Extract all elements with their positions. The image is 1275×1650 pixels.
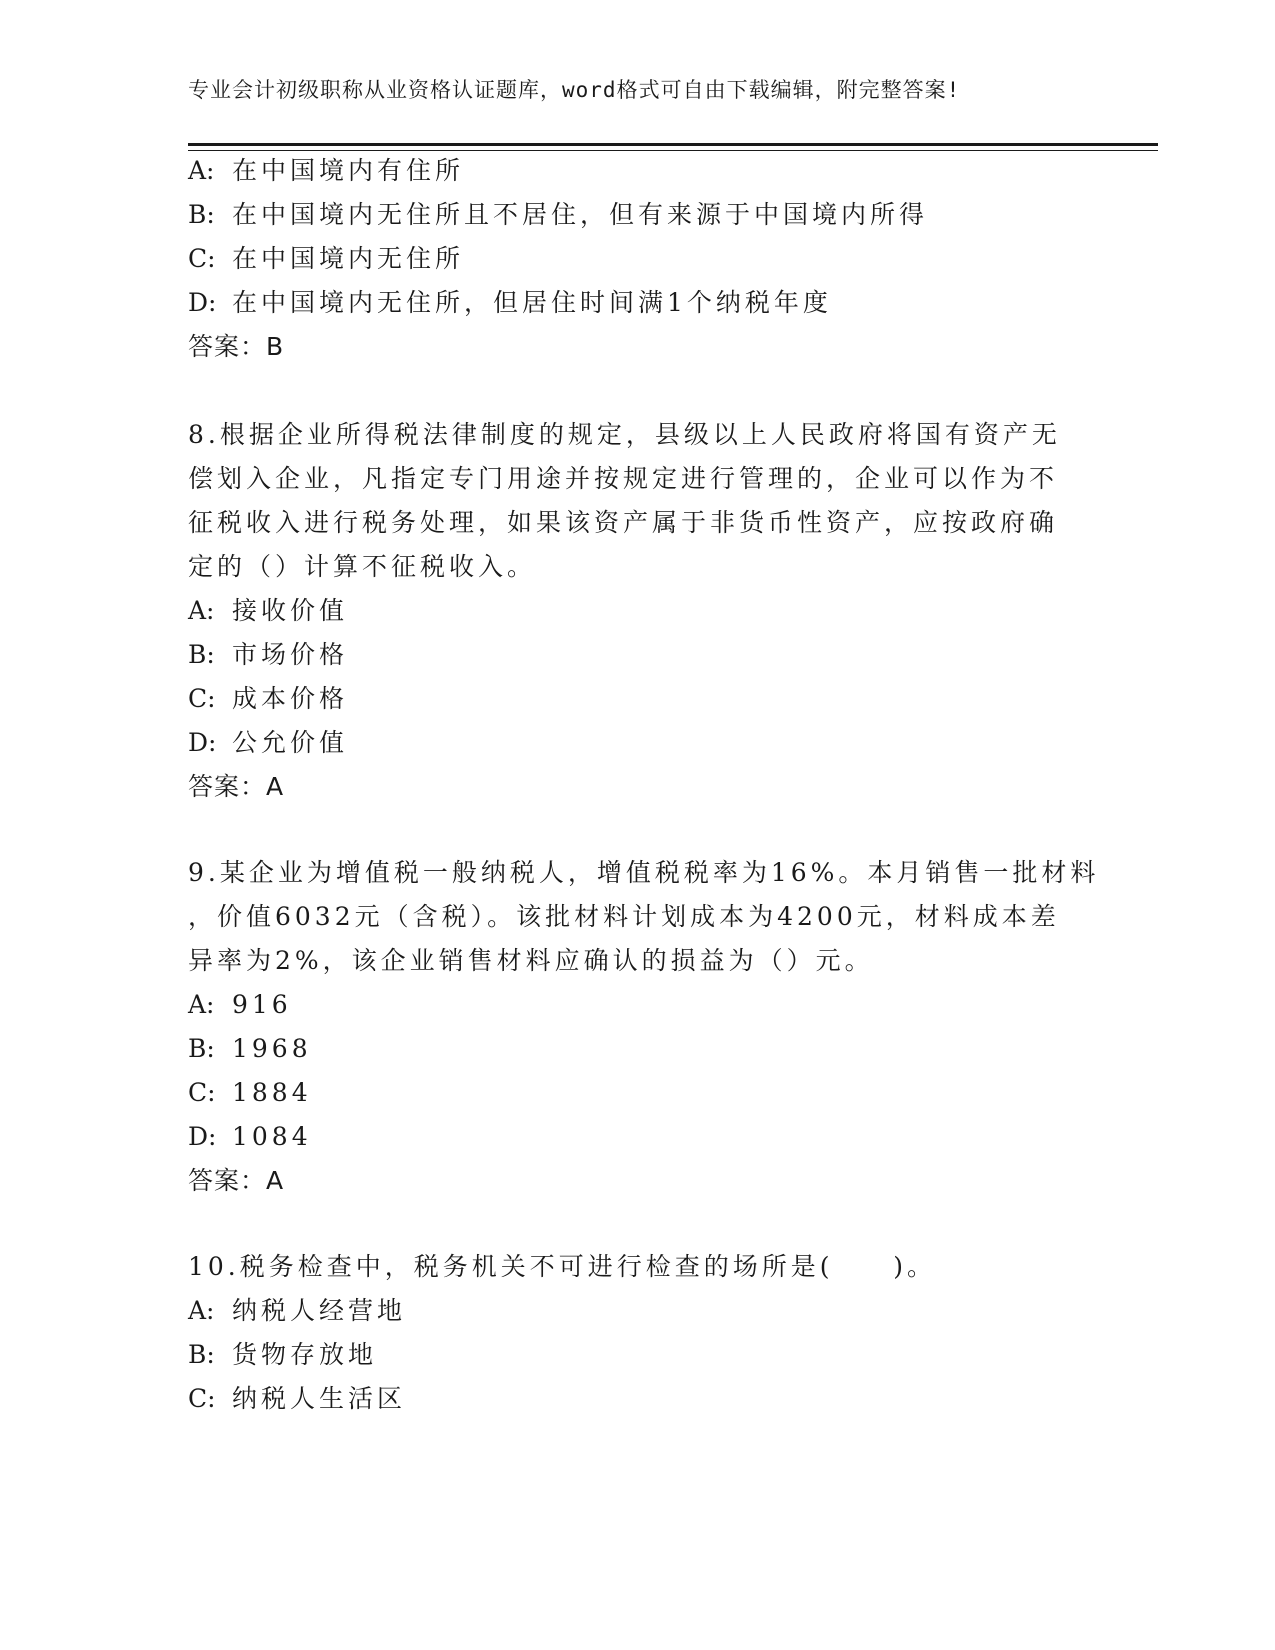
q8-option-c xyxy=(188,684,348,714)
q8-answer: 答案：A xyxy=(188,772,285,801)
option-text: 在中国境内无住所，但居住时间满1个纳税年度 xyxy=(232,288,832,317)
q9-stem-line-2: ，价值6032元（含税）。该批材料计划成本为4200元，材料成本差 xyxy=(188,902,1060,931)
option-text: 916 xyxy=(232,990,292,1019)
q7-option-c xyxy=(188,244,464,274)
header-rule-thick xyxy=(188,143,1158,146)
q9-stem-line-1: 9.某企业为增值税一般纳税人，增值税税率为16%。本月销售一批材料 xyxy=(188,858,1100,887)
option-label: C: xyxy=(188,244,216,273)
option-text: 纳税人经营地 xyxy=(232,1296,407,1325)
q7-option-a xyxy=(188,156,464,186)
q7-option-b xyxy=(188,200,928,230)
option-label: A: xyxy=(188,1296,215,1325)
q8-option-b xyxy=(188,640,348,670)
q10-option-b xyxy=(188,1340,377,1370)
q9-option-d xyxy=(188,1122,312,1152)
q8-stem-line-1: 8.根据企业所得税法律制度的规定，县级以上人民政府将国有资产无 xyxy=(188,420,1061,449)
q9-stem-line-3: 异率为2%，该企业销售材料应确认的损益为（）元。 xyxy=(188,946,874,975)
option-text: 1968 xyxy=(232,1034,312,1063)
option-text: 接收价值 xyxy=(232,596,349,625)
option-text: 在中国境内有住所 xyxy=(232,156,465,185)
option-label: B: xyxy=(188,640,215,669)
q7-option-d xyxy=(188,288,832,318)
header-rule-thin xyxy=(188,150,1158,151)
q10-option-c xyxy=(188,1384,406,1414)
option-label: B: xyxy=(188,1340,215,1369)
option-label: D: xyxy=(188,288,217,317)
q9-answer: 答案：A xyxy=(188,1166,285,1195)
option-label: C: xyxy=(188,684,216,713)
q9-option-a xyxy=(188,990,292,1020)
option-label: B: xyxy=(188,200,215,229)
q8-stem-line-3: 征税收入进行税务处理，如果该资产属于非货币性资产，应按政府确 xyxy=(188,508,1059,537)
option-text: 1084 xyxy=(232,1122,312,1151)
option-label: A: xyxy=(188,156,215,185)
q9-option-b xyxy=(188,1034,312,1064)
q9-option-c xyxy=(188,1078,312,1108)
option-label: A: xyxy=(188,596,215,625)
page-header: 专业会计初级职称从业资格认证题库，word格式可自由下载编辑，附完整答案! xyxy=(188,78,961,102)
option-label: D: xyxy=(188,728,217,757)
option-label: B: xyxy=(188,1034,215,1063)
option-text: 在中国境内无住所且不居住，但有来源于中国境内所得 xyxy=(232,200,929,229)
q7-answer: 答案：B xyxy=(188,332,285,361)
q8-stem-line-4: 定的（）计算不征税收入。 xyxy=(188,552,537,581)
option-text: 货物存放地 xyxy=(232,1340,378,1369)
q8-option-a xyxy=(188,596,348,626)
option-text: 市场价格 xyxy=(232,640,349,669)
option-label: C: xyxy=(188,1384,216,1413)
q8-stem-line-2: 偿划入企业，凡指定专门用途并按规定进行管理的，企业可以作为不 xyxy=(188,464,1059,493)
option-label: C: xyxy=(188,1078,216,1107)
option-label: A: xyxy=(188,990,215,1019)
option-label: D: xyxy=(188,1122,217,1151)
q10-stem-line-1: 10.税务检查中，税务机关不可进行检查的场所是( )。 xyxy=(188,1252,937,1281)
option-text: 成本价格 xyxy=(232,684,349,713)
option-text: 1884 xyxy=(232,1078,312,1107)
option-text: 在中国境内无住所 xyxy=(232,244,465,273)
option-text: 公允价值 xyxy=(232,728,349,757)
q10-option-a xyxy=(188,1296,406,1326)
option-text: 纳税人生活区 xyxy=(232,1384,407,1413)
q8-option-d xyxy=(188,728,348,758)
